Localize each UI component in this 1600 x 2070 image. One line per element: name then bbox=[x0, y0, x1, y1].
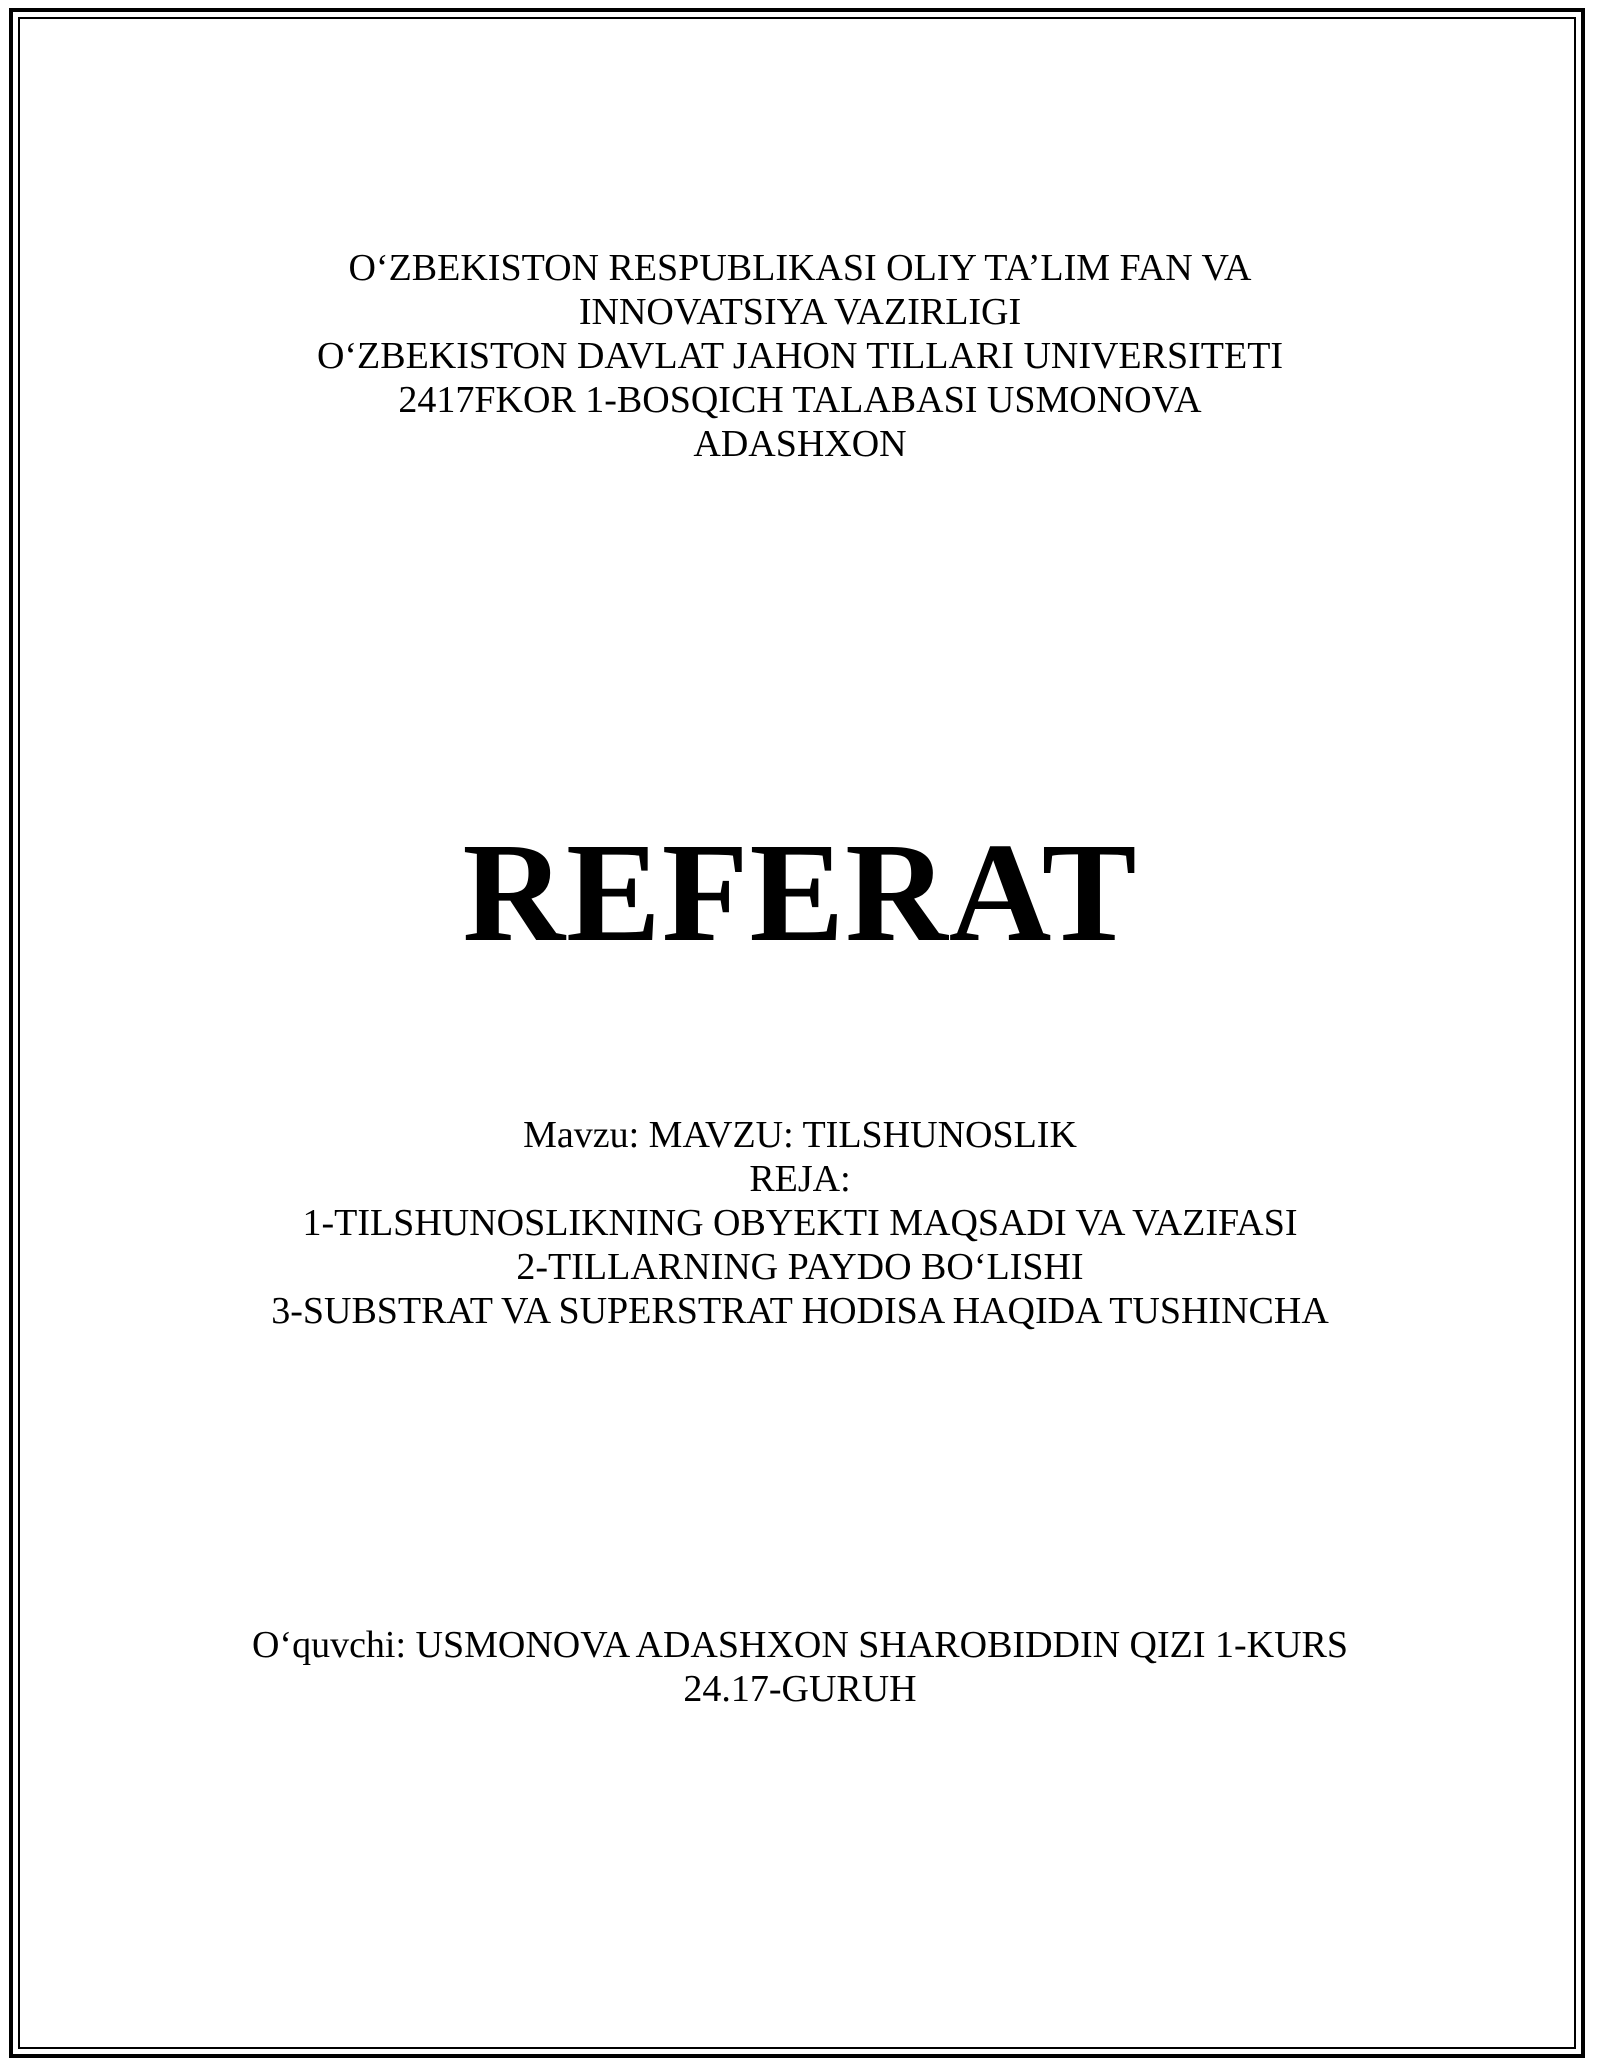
header-line: O‘ZBEKISTON RESPUBLIKASI OLIY TA’LIM FAN VA bbox=[348, 247, 1252, 289]
header-line: INNOVATSIYA VAZIRLIGI bbox=[578, 291, 1022, 333]
plan-item: 1-TILSHUNOSLIKNING OBYEKTI MAQSADI VA VAZIFASI bbox=[302, 1202, 1298, 1244]
header-line: 2417FKOR 1-BOSQICH TALABASI USMONOVA bbox=[398, 379, 1202, 421]
topic-subject: Mavzu: MAVZU: TILSHUNOSLIK bbox=[523, 1114, 1077, 1156]
institution-header bbox=[0, 246, 1600, 466]
plan-item: 2-TILLARNING PAYDO BO‘LISHI bbox=[516, 1246, 1084, 1288]
plan-label: REJA: bbox=[749, 1158, 851, 1200]
student-group: 24.17-GURUH bbox=[683, 1668, 917, 1710]
header-line: O‘ZBEKISTON DAVLAT JAHON TILLARI UNIVERSITETI bbox=[316, 335, 1284, 377]
student-name: O‘quvchi: USMONOVA ADASHXON SHAROBIDDIN QIZI 1-KURS bbox=[251, 1624, 1349, 1666]
student-info bbox=[0, 1623, 1600, 1711]
topic-section bbox=[0, 1113, 1600, 1333]
header-line: ADASHXON bbox=[693, 423, 907, 465]
document-title: REFERAT bbox=[462, 813, 1138, 971]
plan-item: 3-SUBSTRAT VA SUPERSTRAT HODISA HAQIDA TUSHINCHA bbox=[271, 1290, 1329, 1332]
